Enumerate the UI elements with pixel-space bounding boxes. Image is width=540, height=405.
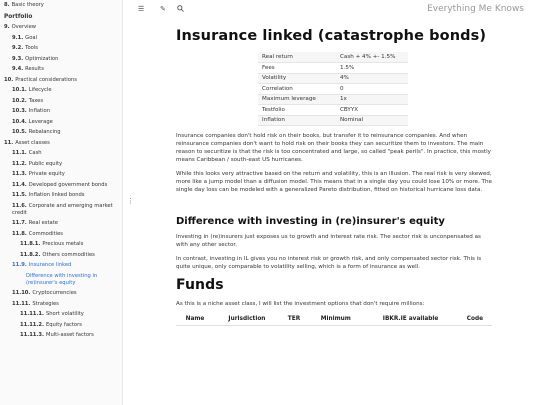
toc-item[interactable] bbox=[0, 229, 122, 240]
paragraph-difference-2: In contrast, investing in IL gives you no interest risk or growth risk, and only compensated sector risk. This is quite unique, only comparable to volatility selling, which is a form of insurance as well. bbox=[176, 256, 482, 270]
toc-item-number: 9.2. bbox=[12, 45, 24, 51]
toc-item-number: 10.2. bbox=[12, 97, 27, 104]
section-heading-difference: Difference with investing in (re)insurer's equity bbox=[176, 216, 445, 227]
toc-item[interactable] bbox=[0, 54, 122, 65]
toc-item-number: 10.1. bbox=[12, 87, 27, 93]
toc-item-number: 11.9. bbox=[12, 262, 27, 268]
funds-column-header: Name bbox=[176, 314, 214, 326]
toc-item-label: Taxes bbox=[28, 97, 44, 104]
toc-item-number: 11.5. bbox=[12, 192, 27, 198]
toc-item[interactable] bbox=[0, 320, 122, 331]
site-title[interactable]: Everything Me Knows bbox=[427, 4, 524, 14]
toc-item-number: 11.6. bbox=[12, 202, 27, 209]
toc-item-label: Short volatility bbox=[45, 311, 84, 317]
funds-column-header: Minimum bbox=[308, 314, 363, 326]
toc-item[interactable] bbox=[0, 309, 122, 320]
toc-item-number: 11.8. bbox=[12, 230, 27, 237]
toc-item-number: 9.1. bbox=[12, 34, 24, 41]
sidebar-toc bbox=[0, 0, 123, 405]
toc-item-number: 9. bbox=[4, 24, 10, 30]
table-row bbox=[258, 52, 408, 63]
article bbox=[176, 28, 492, 326]
property-name: Testfolio bbox=[258, 105, 336, 116]
toc-item[interactable] bbox=[0, 250, 122, 261]
properties-table bbox=[258, 52, 408, 126]
search-icon[interactable] bbox=[177, 5, 184, 14]
property-value: 0 bbox=[336, 84, 408, 95]
table-row bbox=[258, 94, 408, 105]
toc-item-number: 11.11. bbox=[12, 300, 31, 307]
property-value: Nominal bbox=[336, 115, 408, 126]
toc-item[interactable] bbox=[0, 299, 122, 310]
toc-item[interactable] bbox=[0, 0, 122, 11]
toc-item-label: Others commodities bbox=[42, 251, 95, 258]
toc-item[interactable] bbox=[0, 260, 122, 271]
toc-item-number: 11.2. bbox=[12, 160, 27, 167]
toc-item-label: Goal bbox=[25, 34, 37, 41]
page-title: Insurance linked (catastrophe bonds) bbox=[176, 28, 487, 44]
toc-item-label: Commodities bbox=[28, 230, 63, 237]
toc-item-label: Rebalancing bbox=[28, 129, 61, 135]
toc-item-number: 11. bbox=[4, 139, 14, 146]
property-value: 4% bbox=[336, 73, 408, 84]
funds-column-header: Jurisdiction bbox=[214, 314, 280, 326]
toc-item-number: 10.4. bbox=[12, 118, 27, 125]
menu-icon[interactable]: ☰ bbox=[138, 5, 145, 13]
toc-item-label: Private equity bbox=[28, 171, 65, 177]
toc-item-number: 11.11.2. bbox=[20, 321, 44, 328]
paragraph-difference-1: Investing in (re)insurers just exposes us to growth and interest rate risk. The sector risk is unconpensated as with any other sector. bbox=[176, 234, 481, 248]
toc-item-number: 11.11.1. bbox=[20, 311, 44, 317]
funds-column-header: Code bbox=[458, 314, 492, 326]
toc-item[interactable] bbox=[0, 64, 122, 75]
edit-icon[interactable]: ✎ bbox=[160, 5, 166, 13]
toc-item-label: Overview bbox=[11, 24, 37, 30]
toc-item-label: Public equity bbox=[28, 160, 63, 167]
property-value: 1.5% bbox=[336, 63, 408, 74]
paragraph-intro: Insurance companies don't hold risk on their books, but transfer it to reinsurance companies. And when reinsurance companies don't want to hold risk on their books they can securitize them to investors. The main reason to securitize is that the risk is too concentrated and large, so called "peak perils". In practice, this mostly means Caribbean / south-east US hurricanes. bbox=[176, 133, 491, 163]
toc-item[interactable] bbox=[0, 106, 122, 117]
property-value: CBYYX bbox=[336, 105, 408, 116]
toc-item-number: 10. bbox=[4, 76, 14, 83]
toc-item[interactable] bbox=[0, 239, 122, 250]
toc-item-number: 11.11.3. bbox=[20, 332, 44, 338]
toc-item[interactable] bbox=[0, 33, 122, 44]
toc-item[interactable] bbox=[0, 201, 122, 219]
toc-item-label: Corporate and emerging market credit bbox=[12, 202, 113, 216]
funds-column-header: IBKR.IE available bbox=[363, 314, 457, 326]
toc-item[interactable] bbox=[0, 127, 122, 138]
toc-item-number: 11.4. bbox=[12, 181, 27, 188]
top-bar bbox=[131, 0, 540, 20]
toc-item-label: Lifecycle bbox=[28, 87, 52, 93]
toc-item[interactable] bbox=[0, 180, 122, 191]
property-value: 1x bbox=[336, 94, 408, 105]
toc-item-label: Precious metals bbox=[42, 241, 84, 247]
toc-item[interactable] bbox=[0, 148, 122, 159]
toc-item-label: Inflation linked bonds bbox=[28, 192, 85, 198]
toc-item-label: Tools bbox=[25, 45, 38, 51]
toc-item[interactable] bbox=[0, 22, 122, 33]
toc-item[interactable] bbox=[0, 190, 122, 201]
toc-item[interactable] bbox=[0, 11, 122, 23]
toc-item-label: Multi-asset factors bbox=[45, 332, 94, 338]
toc-item[interactable] bbox=[0, 159, 122, 170]
property-name: Maximum leverage bbox=[258, 94, 336, 105]
property-name: Volatility bbox=[258, 73, 336, 84]
funds-column-header: TER bbox=[280, 314, 308, 326]
toc-item[interactable] bbox=[0, 138, 122, 149]
toc-item-number: 11.3. bbox=[12, 171, 27, 177]
toc-item-number: 10.3. bbox=[12, 108, 27, 114]
toc-item-number: 11.10. bbox=[12, 290, 31, 296]
table-row bbox=[258, 105, 408, 116]
toc-item-label: Results bbox=[25, 66, 44, 72]
paragraph-funds-intro: As this is a niche asset class, I will list the investment options that don't require millions: bbox=[176, 301, 425, 307]
toc-item-label: Real estate bbox=[28, 220, 58, 226]
toc-item[interactable] bbox=[0, 75, 122, 86]
toc-item[interactable] bbox=[0, 43, 122, 54]
toc-item-label: Practical considerations bbox=[15, 76, 77, 83]
toc-item-label: Cryptocurrencies bbox=[32, 290, 77, 296]
sidebar-resize-handle[interactable]: ⋮ bbox=[127, 197, 134, 205]
toc-item-label: Insurance linked bbox=[28, 262, 72, 268]
property-name: Correlation bbox=[258, 84, 336, 95]
toc-item[interactable] bbox=[0, 271, 122, 289]
toc-item-label: Leverage bbox=[28, 118, 53, 125]
toc-item-number: 9.4. bbox=[12, 66, 24, 72]
table-row bbox=[258, 73, 408, 84]
toc-item-label: Strategies bbox=[32, 300, 59, 307]
toc-item-number: 10.5. bbox=[12, 129, 27, 135]
toc-item-number: 11.8.1. bbox=[20, 241, 41, 247]
toc-item[interactable] bbox=[0, 218, 122, 229]
property-name: Fees bbox=[258, 63, 336, 74]
toc-item[interactable] bbox=[0, 96, 122, 107]
toc-item-number: 11.8.2. bbox=[20, 251, 41, 258]
toc-item-label: Asset classes bbox=[15, 139, 50, 146]
toc-item[interactable] bbox=[0, 288, 122, 299]
section-heading-funds: Funds bbox=[176, 277, 224, 293]
property-name: Real return bbox=[258, 52, 336, 63]
toc-item-label: Inflation bbox=[28, 108, 50, 114]
property-name: Inflation bbox=[258, 115, 336, 126]
toc-item-label: Cash bbox=[28, 150, 42, 156]
toc-item-number: 11.7. bbox=[12, 220, 27, 226]
toc-item[interactable] bbox=[0, 85, 122, 96]
toc-item[interactable] bbox=[0, 330, 122, 341]
toc-item-number: 9.3. bbox=[12, 55, 24, 62]
table-row bbox=[258, 115, 408, 126]
toc-item-label: Portfolio bbox=[4, 13, 33, 20]
funds-table bbox=[176, 314, 492, 326]
toc-item-label: Basic theory bbox=[11, 2, 44, 8]
toc-item-label: Equity factors bbox=[45, 321, 82, 328]
table-row bbox=[258, 84, 408, 95]
toc-item-number: 11.1. bbox=[12, 150, 27, 156]
toc-item-label: Optimization bbox=[25, 55, 59, 62]
toc-item-number: 8. bbox=[4, 2, 10, 8]
toc-item-label: Difference with investing in (re)insurer's equity bbox=[26, 272, 98, 286]
toc-item[interactable] bbox=[0, 117, 122, 128]
toc-item-label: Developed government bonds bbox=[28, 181, 108, 188]
toc-item[interactable] bbox=[0, 169, 122, 180]
paragraph-risk: While this looks very attractive based on the return and volatility, this is an illusion. The real risk is very skewed, more like a jump model than a diffusion model. This means that in a single day you could lose 10% or more. The single day loss can be modeled with a generalized Pareto distribution, fitted on historical hurricane loss data. bbox=[176, 171, 492, 193]
property-value: Cash + 4% +- 1.5% bbox=[336, 52, 408, 63]
table-row bbox=[258, 63, 408, 74]
